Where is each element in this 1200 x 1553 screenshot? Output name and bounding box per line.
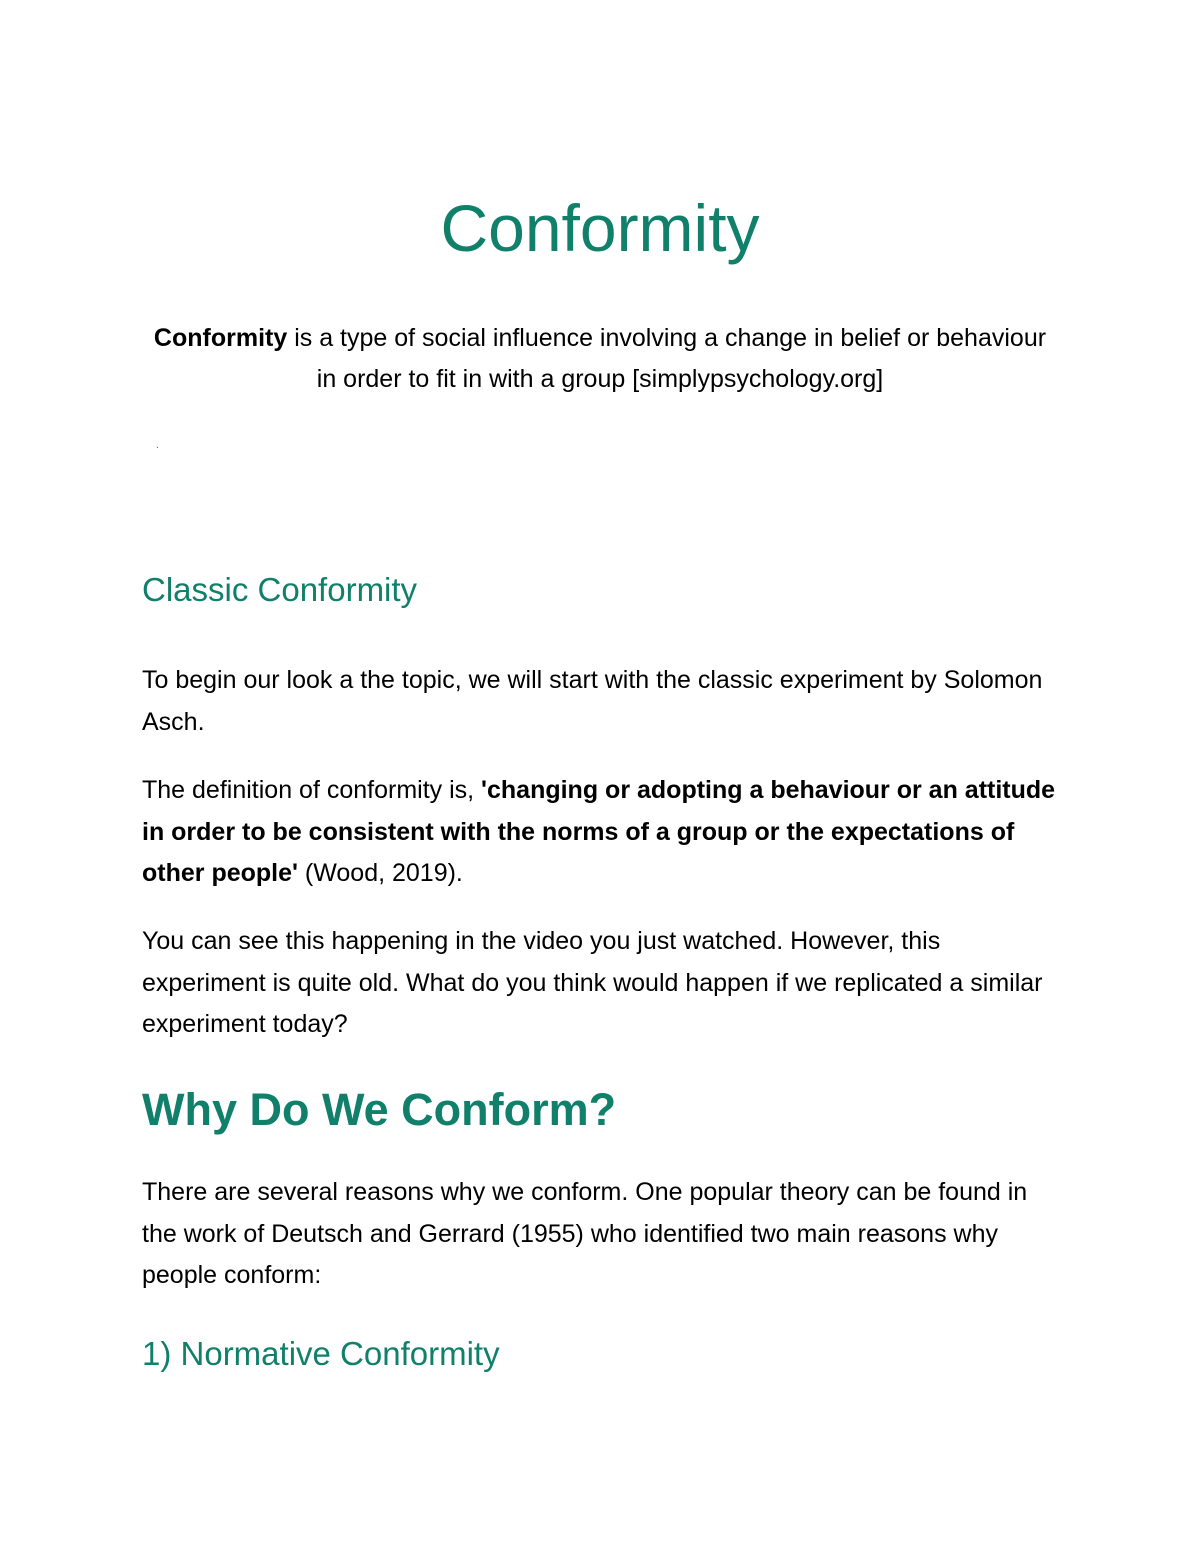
definition-citation: (Wood, 2019). (297, 859, 463, 887)
page-title: Conformity (440, 191, 760, 265)
why-paragraph-1: There are several reasons why we conform. One popular theory can be found in the work of Deutsch and Gerrard (1955) who identified two main reasons why people conform: (142, 1178, 1028, 1289)
classic-paragraph-2 (142, 770, 1062, 895)
heading-normative-conformity: 1) Normative Conformity (142, 1335, 500, 1372)
heading-classic-conformity: Classic Conformity (142, 571, 418, 608)
classic-paragraph-3: You can see this happening in the video you just watched. However, this experiment is quite old. What do you think would happen if we replicated a similar experiment today? (142, 927, 1043, 1038)
definition-lead: The definition of conformity is, (142, 776, 482, 804)
heading-why-conform: Why Do We Conform? (142, 1084, 617, 1135)
intro-paragraph (150, 318, 1050, 400)
intro-text: is a type of social influence involving a change in belief or behaviour in order to fit in with a group [simplypsychology.org] (287, 324, 1047, 393)
stray-mark: . (156, 440, 159, 451)
intro-bold-term: Conformity (153, 324, 288, 352)
classic-paragraph-1: To begin our look a the topic, we will start with the classic experiment by Solomon Asch. (142, 666, 1043, 736)
definition-quote: 'changing or adopting a behaviour or an attitude in order to be consistent with the norms of a group or the expectations of other people' (142, 776, 1056, 887)
